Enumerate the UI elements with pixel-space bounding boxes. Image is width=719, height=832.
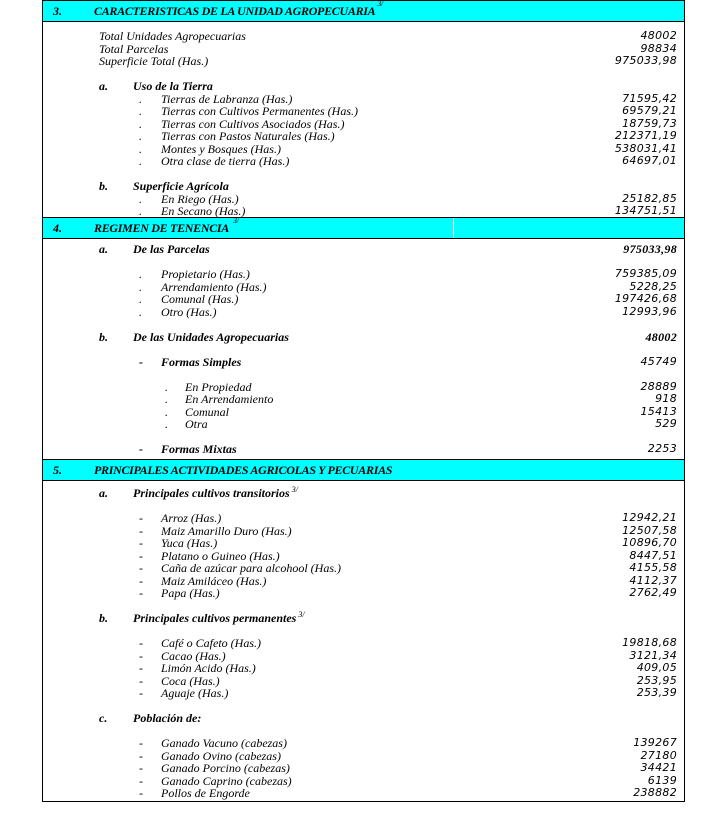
- table-row: [43, 306, 684, 319]
- group-title: Formas Simples: [161, 354, 242, 369]
- row-label: Tierras con Cultivos Permanentes (Has.): [161, 104, 358, 118]
- row-label: Maiz Amarillo Duro (Has.): [161, 523, 292, 538]
- section-title: PRINCIPALES ACTIVIDADES AGRICOLAS Y PECUARIAS: [94, 463, 393, 477]
- section-3-header: [42, 0, 685, 22]
- row-label: Ganado Caprino (cabezas): [161, 773, 292, 788]
- row-label: En Riego (Has.): [161, 191, 239, 206]
- row-value: 759385,09: [614, 267, 677, 280]
- subsection-value: 48002: [645, 329, 677, 344]
- section-number: 5.: [53, 463, 62, 477]
- row-label: Otra: [185, 417, 208, 431]
- row-value: 8447,51: [629, 548, 677, 562]
- group-value: 45749: [640, 354, 677, 368]
- group-value: 2253: [647, 442, 677, 455]
- table-row: [43, 418, 684, 431]
- subsection-title: [133, 487, 298, 500]
- row-value: 139267: [633, 736, 677, 749]
- bullet-dash: -: [139, 561, 143, 575]
- subsection-letter: a.: [99, 79, 108, 93]
- row-value: 10896,70: [622, 536, 677, 549]
- row-value: 238882: [633, 786, 677, 799]
- footnote-marker: 3/: [298, 610, 305, 619]
- bullet-dot: .: [139, 116, 142, 131]
- table-row: [43, 155, 684, 168]
- bullet-dash: -: [139, 761, 143, 775]
- row-value: 253,39: [636, 686, 677, 699]
- bullet-dash: -: [139, 511, 143, 525]
- table-row: [43, 662, 684, 675]
- row-label: Comunal (Has.): [161, 292, 239, 306]
- bullet-dot: .: [139, 267, 142, 281]
- row-label: Maiz Amiláceo (Has.): [161, 573, 267, 588]
- section-5-header: [42, 460, 685, 481]
- bullet-dot: .: [139, 191, 142, 206]
- row-value: 3121,34: [629, 648, 677, 662]
- row-label: Otro (Has.): [161, 304, 217, 319]
- row-label: Tierras de Labranza (Has.): [161, 91, 293, 106]
- subsection-title-text: Principales cultivos permanentes: [133, 611, 297, 625]
- section-4-header: [42, 218, 685, 239]
- row-value: 27180: [640, 748, 677, 762]
- row-label: Arroz (Has.): [161, 511, 222, 525]
- bullet-dash: -: [139, 748, 143, 763]
- row-label: Caña de azúcar para alcohool (Has.): [161, 561, 341, 575]
- bullet-dash: -: [139, 673, 143, 688]
- footnote-marker: 3/: [233, 216, 239, 225]
- row-label: Arrendamiento (Has.): [161, 279, 267, 294]
- bullet-dash: -: [139, 573, 143, 588]
- row-value: 25182,85: [622, 191, 677, 205]
- row-value: 12942,21: [622, 511, 677, 524]
- column-divider: [453, 218, 454, 238]
- subsection-value: 975033,98: [623, 242, 677, 256]
- footnote-marker: 3/: [377, 0, 383, 8]
- bullet-dash: -: [139, 648, 143, 663]
- row-label: Coca (Has.): [161, 673, 220, 688]
- subsection-title: De las Parcelas: [133, 242, 210, 256]
- bullet-dot: .: [139, 141, 142, 156]
- row-label: Papa (Has.): [161, 586, 220, 600]
- row-label: En Arrendamiento: [185, 392, 274, 406]
- bullet-dot: .: [139, 292, 142, 306]
- subsection-title: [133, 612, 305, 625]
- subsection-letter: b.: [99, 611, 108, 625]
- table-row: [43, 512, 684, 525]
- bullet-dash: -: [139, 661, 143, 675]
- row-label: Montes y Bosques (Has.): [161, 141, 281, 156]
- row-value: 4155,58: [629, 561, 677, 574]
- section-number: 3.: [53, 4, 62, 18]
- row-value: 34421: [640, 761, 677, 774]
- bullet-dash: -: [139, 442, 143, 456]
- row-value: 48002: [640, 29, 677, 42]
- table-row: [43, 637, 684, 650]
- row-value: 538031,41: [614, 141, 677, 155]
- subsection-heading: [43, 80, 684, 93]
- row-value: 5228,25: [629, 279, 677, 293]
- row-label: Tierras con Cultivos Asociados (Has.): [161, 116, 345, 131]
- bullet-dash: -: [139, 536, 143, 550]
- row-value: 19818,68: [622, 636, 677, 649]
- subsection-heading: [43, 487, 684, 500]
- bullet-dash: -: [139, 636, 143, 650]
- row-label: En Propiedad: [185, 379, 252, 394]
- row-value: 918: [655, 392, 677, 405]
- row-label: En Secano (Has.): [161, 204, 246, 218]
- row-value: 4112,37: [629, 573, 677, 587]
- table-row: [43, 687, 684, 700]
- row-label: Café o Cafeto (Has.): [161, 636, 261, 650]
- bullet-dot: .: [139, 154, 142, 168]
- bullet-dot: .: [165, 392, 168, 406]
- bullet-dot: .: [165, 417, 168, 431]
- row-label: Tierras con Pastos Naturales (Has.): [161, 129, 335, 143]
- bullet-dash: -: [139, 523, 143, 538]
- row-label: Otra clase de tierra (Has.): [161, 154, 290, 168]
- row-label: Pollos de Engorde: [161, 786, 250, 800]
- bullet-dot: .: [139, 279, 142, 294]
- table-row: [43, 30, 684, 43]
- table-row: [43, 205, 684, 218]
- bullet-dot: .: [165, 404, 168, 419]
- section-number: 4.: [53, 221, 62, 235]
- bullet-dot: .: [139, 204, 142, 218]
- table-row: [43, 787, 684, 800]
- section-4-body: [42, 239, 685, 460]
- group-title: Formas Mixtas: [161, 442, 237, 456]
- table-row: [43, 268, 684, 281]
- row-value: 6139: [647, 773, 677, 787]
- table-row: [43, 55, 684, 68]
- section-title-text: REGIMEN DE TENENCIA: [94, 221, 229, 235]
- row-label: Ganado Ovino (cabezas): [161, 748, 281, 763]
- group-heading: [43, 356, 684, 369]
- bullet-dot: .: [165, 379, 168, 394]
- statistics-document: [42, 0, 685, 802]
- row-label: Limón Acido (Has.): [161, 661, 256, 675]
- section-5-body: [42, 481, 685, 802]
- table-row: [43, 393, 684, 406]
- row-label: Ganado Vacuno (cabezas): [161, 736, 287, 750]
- footnote-marker: 3/: [291, 485, 298, 494]
- row-value: 69579,21: [622, 104, 677, 117]
- row-label: Total Unidades Agropecuarias: [99, 29, 246, 43]
- group-heading: [43, 443, 684, 456]
- row-label: Aguaje (Has.): [161, 686, 229, 700]
- row-value: 28889: [640, 379, 677, 393]
- row-value: 12507,58: [622, 523, 677, 537]
- table-row: [43, 130, 684, 143]
- row-label: Ganado Porcino (cabezas): [161, 761, 290, 775]
- bullet-dot: .: [139, 91, 142, 106]
- row-label: Superficie Total (Has.): [99, 54, 209, 68]
- table-row: [43, 381, 684, 394]
- row-label: Propietario (Has.): [161, 267, 250, 281]
- row-label: Cacao (Has.): [161, 648, 226, 663]
- row-value: 71595,42: [622, 91, 677, 105]
- row-value: 15413: [640, 404, 677, 418]
- subsection-title: Población de:: [133, 711, 202, 725]
- row-value: 134751,51: [614, 204, 677, 217]
- row-label: Total Parcelas: [99, 41, 169, 56]
- table-row: [43, 762, 684, 775]
- bullet-dash: -: [139, 548, 143, 563]
- subsection-letter: c.: [99, 711, 108, 725]
- subsection-title: Uso de la Tierra: [133, 79, 213, 93]
- section-title-text: CARACTERISTICAS DE LA UNIDAD AGROPECUARIA: [94, 4, 376, 18]
- subsection-heading: [43, 243, 684, 256]
- table-row: [43, 562, 684, 575]
- row-value: 12993,96: [622, 304, 677, 318]
- subsection-letter: b.: [99, 329, 108, 344]
- table-row: [43, 293, 684, 306]
- bullet-dash: -: [139, 586, 143, 600]
- row-value: 253,95: [636, 673, 677, 687]
- row-value: 64697,01: [622, 154, 677, 167]
- bullet-dot: .: [139, 304, 142, 319]
- row-value: 409,05: [636, 661, 677, 674]
- bullet-dash: -: [139, 736, 143, 750]
- bullet-dash: -: [139, 354, 143, 369]
- row-label: Yuca (Has.): [161, 536, 218, 550]
- row-value: 212371,19: [614, 129, 677, 142]
- subsection-letter: a.: [99, 486, 108, 500]
- subsection-heading: [43, 712, 684, 725]
- row-value: 529: [655, 417, 677, 430]
- subsection-title: Superficie Agrícola: [133, 179, 229, 193]
- table-row: [43, 737, 684, 750]
- bullet-dash: -: [139, 686, 143, 700]
- row-value: 98834: [640, 41, 677, 55]
- row-value: 2762,49: [629, 586, 677, 599]
- row-label: Platano o Guineo (Has.): [161, 548, 280, 563]
- row-value: 975033,98: [614, 54, 677, 67]
- row-value: 18759,73: [622, 116, 677, 130]
- subsection-title-text: Principales cultivos transitorios: [133, 486, 290, 500]
- table-row: [43, 587, 684, 600]
- table-row: [43, 105, 684, 118]
- bullet-dash: -: [139, 773, 143, 788]
- table-row: [43, 537, 684, 550]
- bullet-dot: .: [139, 129, 142, 143]
- subsection-letter: b.: [99, 179, 108, 193]
- subsection-letter: a.: [99, 242, 108, 256]
- row-value: 197426,68: [614, 292, 677, 305]
- section-3-body: [42, 22, 685, 218]
- subsection-heading: [43, 180, 684, 193]
- row-label: Comunal: [185, 404, 230, 419]
- subsection-title: De las Unidades Agropecuarias: [133, 329, 289, 344]
- table-row: [43, 406, 684, 419]
- subsection-heading: [43, 612, 684, 625]
- subsection-heading: [43, 331, 684, 344]
- section-title: [94, 218, 239, 238]
- section-title: [94, 1, 383, 21]
- bullet-dot: .: [139, 104, 142, 118]
- bullet-dash: -: [139, 786, 143, 800]
